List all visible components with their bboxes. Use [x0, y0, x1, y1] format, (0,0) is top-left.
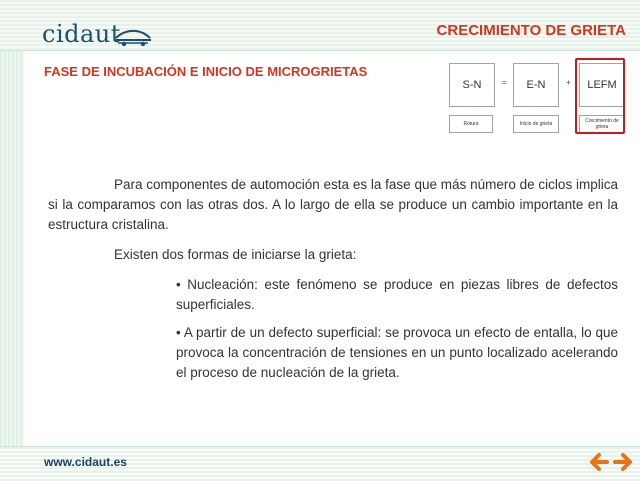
fatigue-methods-diagram	[446, 58, 632, 138]
header-band	[0, 0, 640, 51]
footer-band	[0, 446, 640, 481]
arrow-left-icon[interactable]	[588, 451, 610, 473]
diagram-equals-sign: =	[502, 78, 507, 87]
bullet-surface-defect: • A partir de un defecto superficial: se provoca un efecto de entalla, lo que provoca la concentración de tensiones en un punto localizado acelerando el proceso de nucleación de la grieta.	[176, 325, 618, 380]
left-decorative-rail	[0, 0, 24, 480]
arrow-right-icon[interactable]	[612, 451, 634, 473]
diagram-label-en: Inicio de grieta	[513, 115, 559, 133]
diagram-label-sn: Rotura	[449, 115, 493, 133]
body-content	[48, 175, 618, 383]
car-logo-icon	[114, 25, 152, 47]
diagram-label-lefm: Crecimiento de grieta	[579, 115, 625, 133]
cidaut-logo-text: cidaut	[42, 20, 121, 48]
bullet-nucleation: • Nucleación: este fenómeno se produce en piezas libres de defectos superficiales.	[176, 277, 618, 312]
lead-sentence: Existen dos formas de iniciarse la grieta:	[114, 247, 357, 262]
diagram-box-lefm: LEFM	[579, 63, 625, 107]
intro-paragraph: Para componentes de automoción esta es la fase que más número de ciclos implica si la comparamos con las otras dos. A lo largo de ella se produce un cambio importante en la estructura cristalina.	[48, 177, 618, 232]
diagram-box-sn: S-N	[449, 63, 495, 107]
diagram-box-en: E-N	[513, 63, 559, 107]
diagram-plus-sign: +	[566, 78, 571, 87]
section-title: FASE DE INCUBACIÓN E INICIO DE MICROGRIETAS	[44, 64, 368, 79]
footer-url[interactable]: www.cidaut.es	[44, 455, 127, 469]
lefm-highlight-frame	[575, 58, 625, 134]
slide-title: CRECIMIENTO DE GRIETA	[436, 22, 626, 39]
